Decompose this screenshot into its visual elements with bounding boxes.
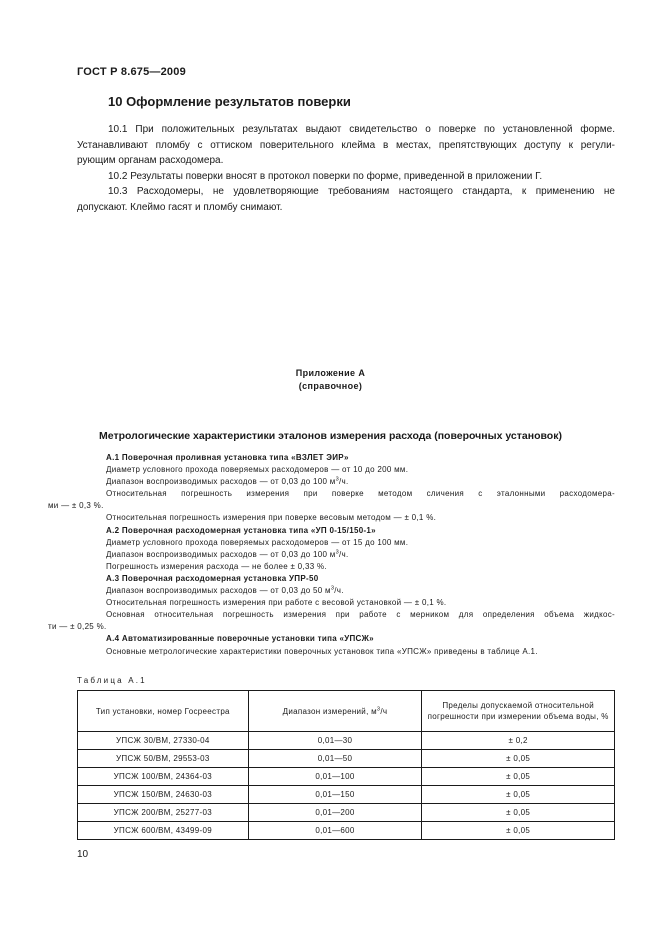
paragraph-10-1-line2: Устанавливают пломбу с оттиском поверительного клейма в местах, препятствующих доступу к регули- [77, 139, 615, 151]
cell-error: ± 0,05 [422, 822, 615, 840]
cell-error: ± 0,05 [422, 786, 615, 804]
section-10-body [77, 122, 615, 216]
section-10-heading: 10 Оформление результатов поверки [108, 94, 351, 109]
paragraph-10-1-line1: 10.1 При положительных результатах выдают свидетельство о поверке по установленной форме. [108, 124, 615, 135]
a3-flow-range: Диапазон воспроизводимых расходов — от 0,03 до 50 $м^3/ч$. [106, 585, 344, 596]
cell-range: 0,01—150 [248, 786, 422, 804]
annex-title: Метрологические характеристики эталонов измерения расхода (поверочных установок) [99, 430, 562, 442]
document-header-id: ГОСТ Р 8.675—2009 [77, 66, 186, 78]
cell-range: 0,01—50 [248, 750, 422, 768]
subsection-a4-title: А.4 Автоматизированные поверочные установки типа «УПСЖ» [106, 634, 374, 644]
table-row [78, 804, 615, 822]
a1-error-comparison: Относительная погрешность измерения при поверке методом сличения с эталонными расходомера- ми — ± 0,3 %. [48, 489, 615, 511]
table-row [78, 786, 615, 804]
column-header-error: Пределы допускаемой относительной погрешности при измерении объема воды, % [422, 691, 615, 732]
a1-error-weight: Относительная погрешность измерения при поверке весовым методом — ± 0,1 %. [106, 513, 437, 523]
cell-error: ± 0,2 [422, 732, 615, 750]
a2-diameter: Диаметр условного прохода поверяемых расходомеров — от 15 до 100 мм. [106, 537, 409, 547]
annex-body [48, 452, 615, 658]
cell-type: УПСЖ 100/ВМ, 24364-03 [78, 768, 249, 786]
table-row [78, 732, 615, 750]
cell-range: 0,01—100 [248, 768, 422, 786]
a2-flow-range: Диапазон воспроизводимых расходов — от 0,03 до 100 $м^3/ч$. [106, 549, 349, 559]
a1-flow-range: Диапазон воспроизводимых расходов — от 0,03 до 100 $м^3/ч$. [106, 476, 349, 487]
column-header-type: Тип установки, номер Госреестра [78, 691, 249, 732]
table-header-row [78, 691, 615, 732]
cell-type: УПСЖ 50/ВМ, 29553-03 [78, 750, 249, 768]
annex-label: Приложение А [295, 368, 366, 378]
cell-type: УПСЖ 150/ВМ, 24630-03 [78, 786, 249, 804]
a2-error: Погрешность измерения расхода — не более ± 0,33 %. [106, 561, 327, 571]
a4-text: Основные метрологические характеристики поверочных установок типа «УПСЖ» приведены в таблице А.1. [106, 646, 538, 656]
table-caption: Таблица А.1 [77, 676, 147, 685]
cell-type: УПСЖ 200/ВМ, 25277-03 [78, 804, 249, 822]
subsection-a3-title: А.3 Поверочная расходомерная установка УПР-50 [106, 573, 319, 583]
cell-range: 0,01—200 [248, 804, 422, 822]
subsection-a2-title: А.2 Поверочная расходомерная установка типа «УП 0-15/150-1» [106, 525, 376, 535]
cell-type: УПСЖ 600/ВМ, 43499-09 [78, 822, 249, 840]
table-row [78, 750, 615, 768]
paragraph-10-2: 10.2 Результаты поверки вносят в протокол поверки по форме, приведенной в приложении Г. [108, 170, 543, 182]
cell-error: ± 0,05 [422, 804, 615, 822]
table-row [78, 822, 615, 840]
paragraph-10-3-line1: 10.3 Расходомеры, не удовлетворяющие требованиям настоящего стандарта, к применению не [108, 186, 615, 198]
annex-status: (справочное) [298, 381, 363, 391]
cell-error: ± 0,05 [422, 750, 615, 768]
cell-error: ± 0,05 [422, 768, 615, 786]
table-row [78, 768, 615, 786]
cell-type: УПСЖ 30/ВМ, 27330-04 [78, 732, 249, 750]
page-number: 10 [77, 849, 89, 860]
a3-error-weight: Относительная погрешность измерения при работе с весовой установкой — ± 0,1 %. [106, 598, 447, 608]
paragraph-10-1-line3: рующим органам расходомера. [77, 155, 224, 167]
a3-error-measure: Основная относительная погрешность измерения при работе с мерником для определения объема жидкос- ти — ± 0,25 %. [48, 610, 615, 632]
subsection-a1-title: А.1 Поверочная проливная установка типа «ВЗЛЕТ ЭИР» [106, 453, 349, 462]
cell-range: 0,01—30 [248, 732, 422, 750]
column-header-range: Диапазон измерений, $м^3/ч$ [248, 691, 422, 732]
a1-diameter: Диаметр условного прохода поверяемых расходомеров — от 10 до 200 мм. [106, 465, 409, 475]
cell-range: 0,01—600 [248, 822, 422, 840]
paragraph-10-3-line2: допускают. Клеймо гасят и пломбу снимают. [77, 201, 283, 213]
characteristics-table [77, 690, 615, 840]
